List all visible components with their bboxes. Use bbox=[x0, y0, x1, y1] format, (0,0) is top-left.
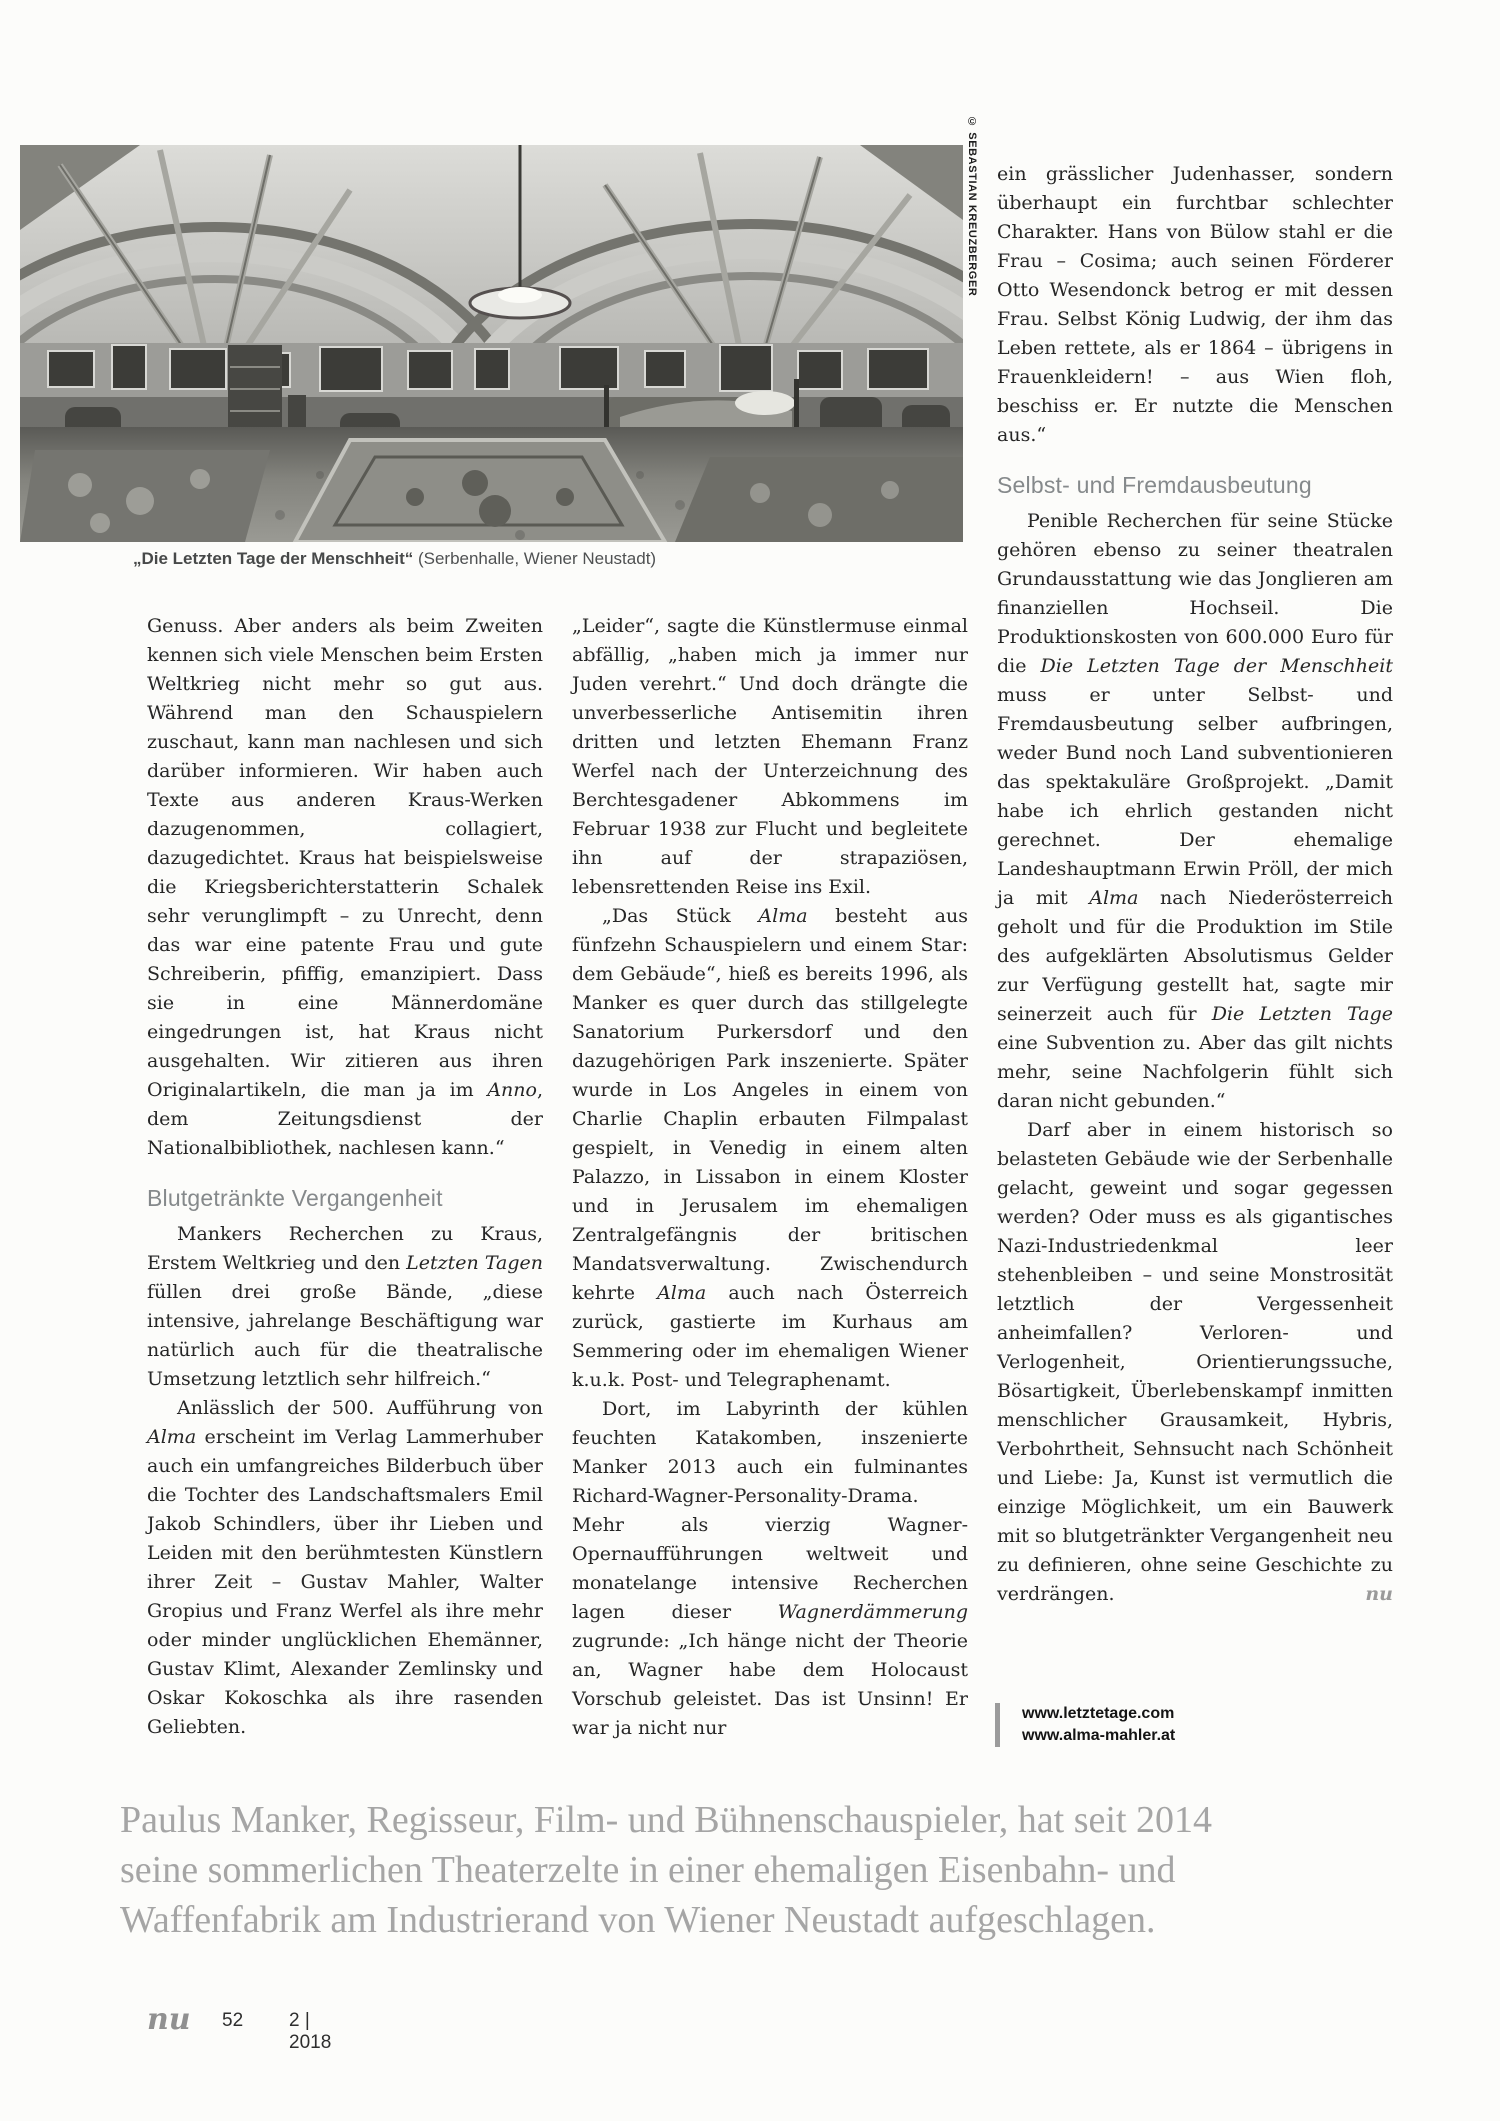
links-accent-bar bbox=[995, 1703, 1000, 1747]
pull-quote-line: Waffenfabrik am Industrierand von Wiener Neustadt aufgeschlagen. bbox=[120, 1899, 1156, 1941]
text-column-middle bbox=[572, 612, 968, 1743]
article-end-sigil: nu bbox=[1365, 1583, 1393, 1605]
text-column-right bbox=[997, 160, 1393, 1609]
pull-quote bbox=[120, 1795, 1480, 1945]
photo-credit: © SEBASTIAN KREUZBERGER bbox=[966, 116, 978, 297]
magazine-logo: nu bbox=[147, 2002, 191, 2037]
caption-location: (Serbenhalle, Wiener Neustadt) bbox=[413, 549, 657, 568]
panorama-photo-graphic bbox=[20, 145, 963, 542]
text-column-left bbox=[147, 612, 543, 1742]
paragraph: „Das Stück Alma besteht aus fünfzehn Schauspielern und einem Star: dem Gebäude“, hieß es bereits 1996, als Manker es quer durch das stillgelegte Sanatorium Purkersdorf und den dazugehörigen Park inszenierte. Später wurde in Los Angeles in einem von Charlie Chaplin erbauten Filmpalast gespielt, in Venedig in einem alten Palazzo, in Lissabon in einem Kloster und in Jerusalem im ehemaligen Zentralgefängnis der britischen Mandatsverwaltung. Zwischendurch kehrte Alma auch nach Österreich zurück, gastierte im Kurhaus am Semmering oder im ehemaligen Wiener k.u.k. Post- und Telegraphenamt. bbox=[572, 905, 968, 1391]
paragraph: Anlässlich der 500. Aufführung von Alma erscheint im Verlag Lammerhuber auch ein umfangreiches Bilderbuch über die Tochter des Landschaftsmalers Emil Jakob Schindlers, über ihr Lieben und Leiden mit den berühmtesten Künstlern ihrer Zeit – Gustav Mahler, Walter Gropius und Franz Werfel als ihre mehr oder minder unglücklichen Ehemänner, Gustav Klimt, Alexander Zemlinsky und Oskar Kokoschka als ihre rasenden Geliebten. bbox=[147, 1397, 543, 1738]
paragraph: Mankers Recherchen zu Kraus, Erstem Weltkrieg und den Letzten Tagen füllen drei große Bände, „diese intensive, jahrelange Beschäftigung war natürlich auch für die theatralische Umsetzung letztlich sehr hilfreich.“ bbox=[147, 1223, 543, 1390]
paragraph: Penible Recherchen für seine Stücke gehören ebenso zu seiner theatralen Grundausstattung wie das Jonglieren am finanziellen Hochseil. Die Produktionskosten von 600.000 Euro für die Die Letzten Tage der Menschheit muss er unter Selbst- und Fremdausbeutung selber aufbringen, weder Bund noch Land subventionieren das spektakuläre Großprojekt. „Damit habe ich ehrlich gestanden nicht gerechnet. Der ehemalige Landeshauptmann Erwin Pröll, der mich ja mit Alma nach Niederösterreich geholt und für die Produktion im Stile des aufgeklärten Absolutismus Gelder zur Verfügung gestellt hat, sagte mir seinerzeit auch für Die Letzten Tage eine Subvention zu. Aber das gilt nichts mehr, seine Nachfolgerin fühlt sich daran nicht gebunden.“ bbox=[997, 510, 1394, 1112]
issue-number: 2 | 2018 bbox=[289, 2010, 332, 2053]
section-heading-selbst-und-fremdausbeutung: Selbst- und Fremdausbeutung bbox=[997, 472, 1312, 498]
paragraph: Darf aber in einem historisch so belasteten Gebäude wie der Serbenhalle gelacht, geweint und sogar gegessen werden? Oder muss es als gigantisches Nazi-Industriedenkmal leer stehenbleiben – und seine Monstrosität letztlich der Vergessenheit anheimfallen? Verloren- und Verlogenheit, Orientierungssuche, Bösartigkeit, Überlebenskampf inmitten menschlicher Grausamkeit, Hybris, Verbohrtheit, Sehnsucht nach Schönheit und Liebe: Ja, Kunst ist vermutlich die einzige Möglichkeit, um ein Bauwerk mit so blutgetränkter Vergangenheit neu zu definieren, ohne seine Geschichte zu verdrängen. nu bbox=[997, 1116, 1393, 1609]
page-number: 52 bbox=[222, 2010, 244, 2031]
paragraph: ein grässlicher Judenhasser, sondern überhaupt ein furchtbar schlechter Charakter. Hans von Bülow stahl er die Frau – Cosima; auch seinen Förderer Otto Wesendonck betrog er mit dessen Frau. Selbst König Ludwig, der ihm das Leben rettete, als er 1864 – übrigens in Frauenkleidern! – aus Wien floh, beschiss er. Er nutzte die Menschen aus.“ bbox=[997, 163, 1393, 446]
photo-caption bbox=[133, 549, 656, 569]
paragraph: Genuss. Aber anders als beim Zweiten kennen sich viele Menschen beim Ersten Weltkrieg nicht mehr so gut aus. Während man den Schauspielern zuschaut, kann man nachlesen und sich darüber informieren. Wir haben auch Texte aus anderen Kraus-Werken dazugenommen, collagiert, dazugedichtet. Kraus hat beispielsweise die Kriegsberichterstatterin Schalek sehr verunglimpft – zu Unrecht, denn das war eine patente Frau und gute Schreiberin, pfiffig, emanzipiert. Dass sie in eine Männerdomäne eingedrungen ist, hat Kraus nicht ausgehalten. Wir zitieren aus ihren Originalartikeln, die man ja im Anno, dem Zeitungsdienst der Nationalbibliothek, nachlesen kann.“ bbox=[147, 615, 543, 1159]
link-letztetage[interactable]: www.letztetage.com bbox=[1022, 1705, 1175, 1722]
website-links bbox=[995, 1703, 1175, 1747]
pull-quote-line: seine sommerlichen Theaterzelte in einer ehemaligen Eisenbahn- und bbox=[120, 1849, 1176, 1891]
caption-title: „Die Letzten Tage der Menschheit“ bbox=[133, 549, 414, 568]
article-photo bbox=[20, 145, 963, 542]
link-alma-mahler[interactable]: www.alma-mahler.at bbox=[1022, 1727, 1176, 1744]
section-heading-blutgetraenkte-vergangenheit: Blutgetränkte Vergangenheit bbox=[147, 1185, 443, 1211]
paragraph: Dort, im Labyrinth der kühlen feuchten Katakomben, inszenierte Manker 2013 auch ein fulminantes Richard-Wagner-Personality-Drama. Mehr als vierzig Wagner-Opernaufführungen weltweit und monatelange intensive Recherchen lagen dieser Wagnerdämmerung zugrunde: „Ich hänge nicht der Theorie an, Wagner habe dem Holocaust Vorschub geleistet. Das ist Unsinn! Er war ja nicht nur bbox=[572, 1398, 968, 1739]
paragraph: „Leider“, sagte die Künstlermuse einmal abfällig, „haben mich ja immer nur Juden verehrt.“ Und doch drängte die unverbesserliche Antisemitin ihren dritten und letzten Ehemann Franz Werfel nach der Unterzeichnung des Berchtesgadener Abkommens im Februar 1938 zur Flucht und begleitete ihn auf der strapaziösen, lebensrettenden Reise ins Exil. bbox=[572, 615, 968, 898]
pull-quote-line: Paulus Manker, Regisseur, Film- und Bühnenschauspieler, hat seit 2014 bbox=[120, 1799, 1212, 1841]
